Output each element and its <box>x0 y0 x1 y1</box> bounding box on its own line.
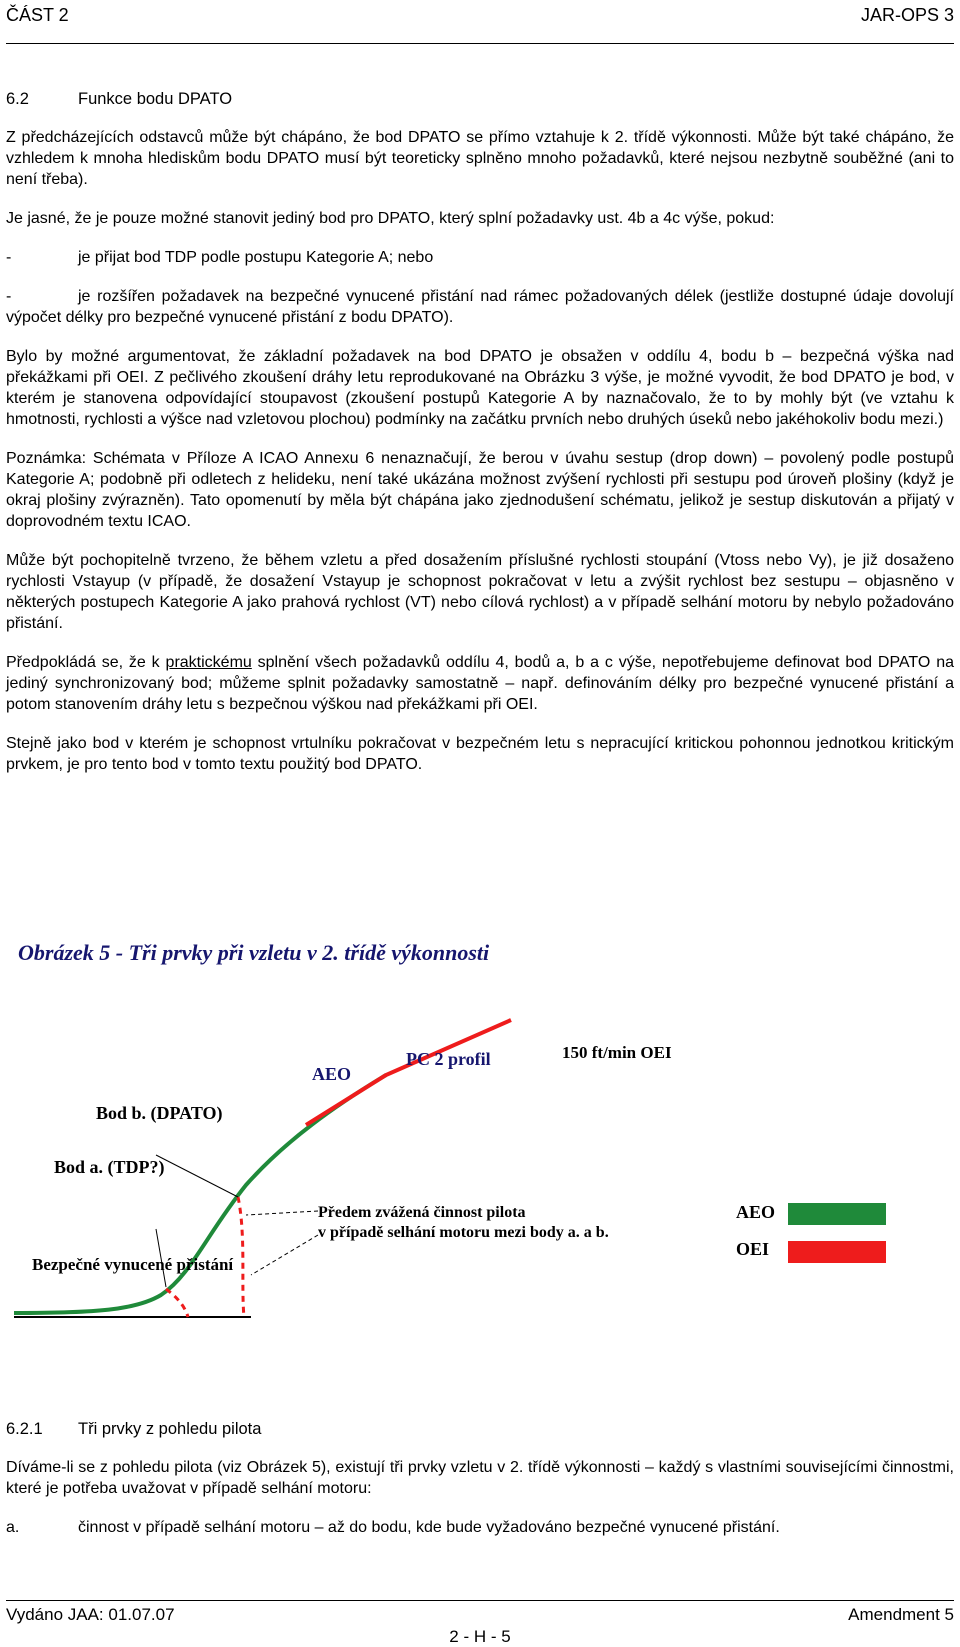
paragraph-3: Bylo by možné argumentovat, že základní požadavek na bod DPATO je obsažen v oddílu 4, bodu b – bezpečná výška nad překážkami při OEI. Z pečlivého zkoušení dráhy letu reprodukované na Obrázku 3 výše, je možné vyvodit, že bod DPATO je bod, v kterém je stanovena odpovídající stoupavost (zkoušení postupů Kategorie A by naznačovalo, že to by mohly být (ve vztahu k hmotnosti, rychlosti a výšce nad vzletovou plochou) podmínky na začátku prvních nebo druhých úseků nebo jakéhokoliv bodu mezi.) <box>6 348 954 428</box>
list-item-text: činnost v případě selhání motoru – až do bodu, kde bude vyžadováno bezpečné vynucené přistání. <box>78 1519 780 1536</box>
lower-content <box>6 1420 954 1556</box>
underlined-word: praktickému <box>165 654 252 671</box>
pilot-action-label-2: v případě selhání motoru mezi body a. a b. <box>318 1224 609 1241</box>
subsection-heading <box>6 1420 954 1439</box>
dash-mark: - <box>6 288 12 305</box>
dash-item-2 <box>6 286 954 328</box>
section-heading <box>6 90 954 109</box>
dash-item-1 <box>6 247 954 268</box>
paragraph-4: Poznámka: Schémata v Příloze A ICAO Annexu 6 nenaznačují, že berou v úvahu sestup (drop down) – povolený podle postupů Kategorie A; podobně při odletech z helideku, není také ukázána možnost zvýšení rychlosti při sestupu pod úroveň plošiny (když je okraj plošiny zvýrazněn). Tato opomenutí by měla být chápána jako zjednodušení schématu, jelikož je sestup diskutován a přijatý v doprovodném textu ICAO. <box>6 450 954 530</box>
legend-aeo-label: AEO <box>736 1202 776 1222</box>
figure-background <box>6 915 954 1390</box>
main-content <box>6 90 954 793</box>
section-title: Funkce bodu DPATO <box>78 90 233 108</box>
paragraph-6-start: Předpokládá se, že k <box>6 654 166 671</box>
section-number: 6.2 <box>6 90 29 108</box>
figure-diagram <box>6 915 954 1390</box>
header-doc-id: JAR-OPS 3 <box>860 5 954 25</box>
dash-item-text: je rozšířen požadavek na bezpečné vynucené přistání nad rámec požadovaných délek (jestliže dostupné údaje dovolují výpočet délky pro bezpečné vynucené přistání z bodu DPATO). <box>6 288 954 326</box>
paragraph-6-end: splnění všech požadavků oddílu 4, bodů a, b a c výše, nepotřebujeme definovat bod DPATO na jediný synchronizovaný bod; můžeme splnit požadavky samostatně – např. definováním délky pro bezpečné vynucené přistání a potom stanovením dráhy letu s bezpečnou výškou nad překážkami při OEI. <box>6 654 955 713</box>
bod-b-label: Bod b. (DPATO) <box>96 1103 223 1123</box>
figure-5 <box>6 915 954 1390</box>
paragraph-5: Může být pochopitelně tvrzeno, že během vzletu a před dosažením příslušné rychlosti stoupání (Vtoss nebo Vy), je již dosaženo rychlosti Vstayup (v případě, že dosažení Vstayup je schopnost pokračovat v letu a zvýšit rychlost bez sestupu – objasněno v některých postupech Kategorie A jako prahová rychlost (VT) nebo cílová rychlost) a v případě selhání motoru by nebylo požadováno přistání. <box>6 552 954 632</box>
header-part: ČÁST 2 <box>6 5 69 25</box>
paragraph-7: Stejně jako bod v kterém je schopnost vrtulníku pokračovat v bezpečném letu s nepracující kritickou pohonnou jednotkou kritickým prvkem, je pro tento bod v tomto textu použitý bod DPATO. <box>6 735 954 773</box>
dash-item-text: je přijat bod TDP podle postupu Kategorie A; nebo <box>78 249 434 266</box>
footer-issue-date: Vydáno JAA: 01.07.07 <box>6 1605 175 1624</box>
figure-title: Obrázek 5 - Tři prvky při vzletu v 2. třídě výkonnosti <box>18 940 490 965</box>
page-header <box>6 3 954 44</box>
oei-150-label: 150 ft/min OEI <box>562 1043 672 1062</box>
aeo-label: AEO <box>312 1064 352 1084</box>
footer-page-number: 2 - H - 5 <box>449 1627 511 1646</box>
list-item-a <box>6 1517 954 1538</box>
list-item-mark: a. <box>6 1519 20 1536</box>
pc2-profile-label: PC 2 profil <box>406 1049 491 1069</box>
paragraph-6 <box>6 652 954 715</box>
page-footer <box>6 1600 954 1646</box>
bod-a-label: Bod a. (TDP?) <box>54 1157 165 1177</box>
legend-aeo-swatch <box>788 1203 886 1225</box>
footer-amendment: Amendment 5 <box>848 1605 954 1624</box>
forced-landing-label: Bezpečné vynucené přistání <box>32 1255 234 1274</box>
subsection-title: Tři prvky z pohledu pilota <box>78 1420 262 1438</box>
paragraph-2: Je jasné, že je pouze možné stanovit jediný bod pro DPATO, který splní požadavky ust. 4b a 4c výše, pokud: <box>6 210 775 227</box>
legend-oei-label: OEI <box>736 1239 770 1259</box>
subsection-number: 6.2.1 <box>6 1420 43 1438</box>
paragraph-1: Z předcházejících odstavců může být chápáno, že bod DPATO se přímo vztahuje k 2. třídě výkonnosti. Může být také chápáno, že vzhledem k mnoha hlediskům bodu DPATO musí být teoreticky splněno mnoho požadavků, které nejsou nezbytně souběžné (ani to není třeba). <box>6 129 954 188</box>
legend-oei-swatch <box>788 1241 886 1263</box>
pilot-action-label-1: Předem zvážená činnost pilota <box>318 1204 526 1221</box>
paragraph-8: Díváme-li se z pohledu pilota (viz Obrázek 5), existují tři prvky vzletu v 2. třídě výkonnosti – každý s vlastními souvisejícími činnostmi, které je potřeba uvažovat v případě selhání motoru: <box>6 1459 954 1497</box>
dash-mark: - <box>6 249 12 266</box>
